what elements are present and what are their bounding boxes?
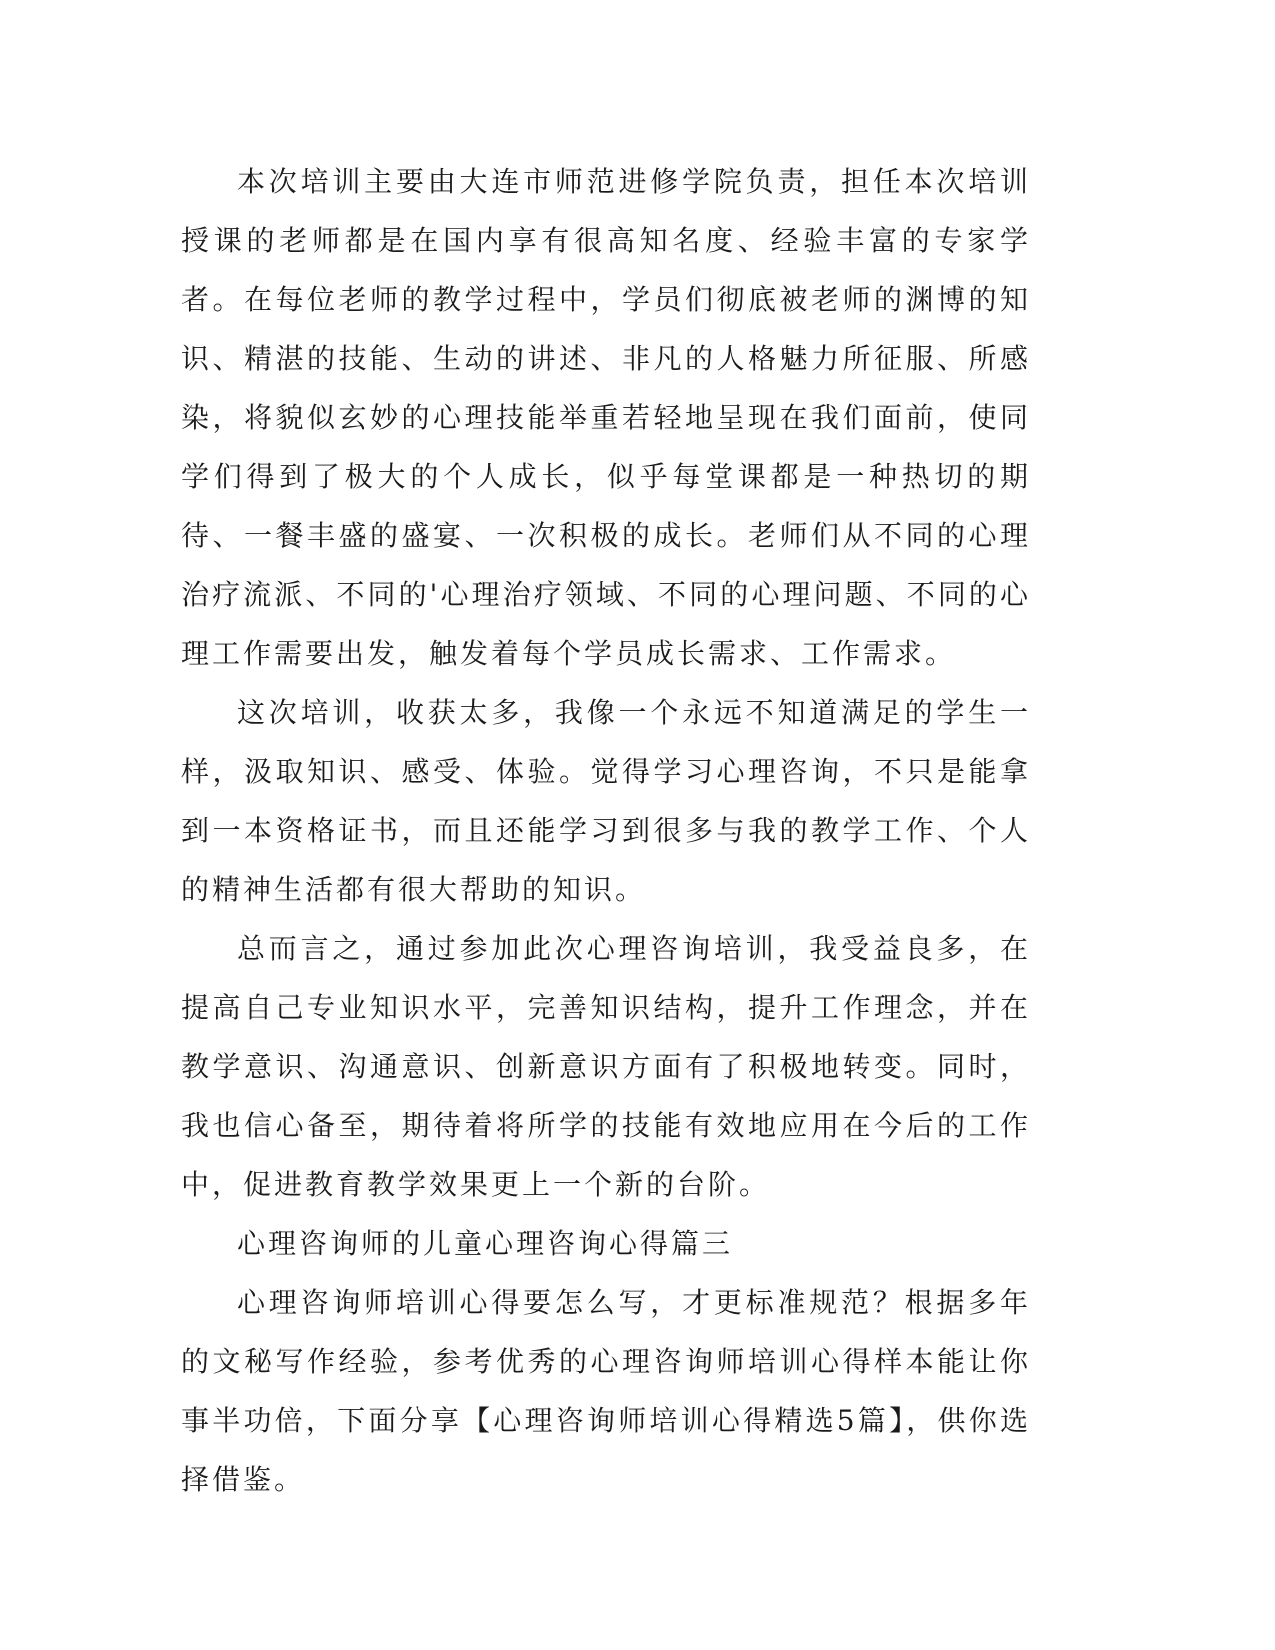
document-body — [181, 152, 1031, 1509]
paragraph-training-overview: 本次培训主要由大连市师范进修学院负责，担任本次培训授课的老师都是在国内享有很高知名度、经验丰富的专家学者。在每位老师的教学过程中，学员们彻底被老师的渊博的知识、精湛的技能、生动的讲述、非凡的人格魅力所征服、所感染，将貌似玄妙的心理技能举重若轻地呈现在我们面前，使同学们得到了极大的个人成长，似乎每堂课都是一种热切的期待、一餐丰盛的盛宴、一次积极的成长。老师们从不同的心理治疗流派、不同的'心理治疗领域、不同的心理问题、不同的心理工作需要出发，触发着每个学员成长需求、工作需求。 — [181, 165, 1031, 670]
paragraph-summary: 总而言之，通过参加此次心理咨询培训，我受益良多，在提高自己专业知识水平，完善知识结构，提升工作理念，并在教学意识、沟通意识、创新意识方面有了积极地转变。同时，我也信心备至，期待着将所学的技能有效地应用在今后的工作中，促进教育教学效果更上一个新的台阶。 — [181, 932, 1031, 1201]
paragraph-intro: 心理咨询师培训心得要怎么写，才更标准规范？根据多年的文秘写作经验，参考优秀的心理咨询师培训心得样本能让你事半功倍，下面分享【心理咨询师培训心得精选5篇】，供你选择借鉴。 — [181, 1286, 1031, 1496]
section-heading: 心理咨询师的儿童心理咨询心得篇三 — [237, 1227, 734, 1260]
paragraph-gains: 这次培训，收获太多，我像一个永远不知道满足的学生一样，汲取知识、感受、体验。觉得学习心理咨询，不只是能拿到一本资格证书，而且还能学习到很多与我的教学工作、个人的精神生活都有很大帮助的知识。 — [181, 696, 1031, 906]
